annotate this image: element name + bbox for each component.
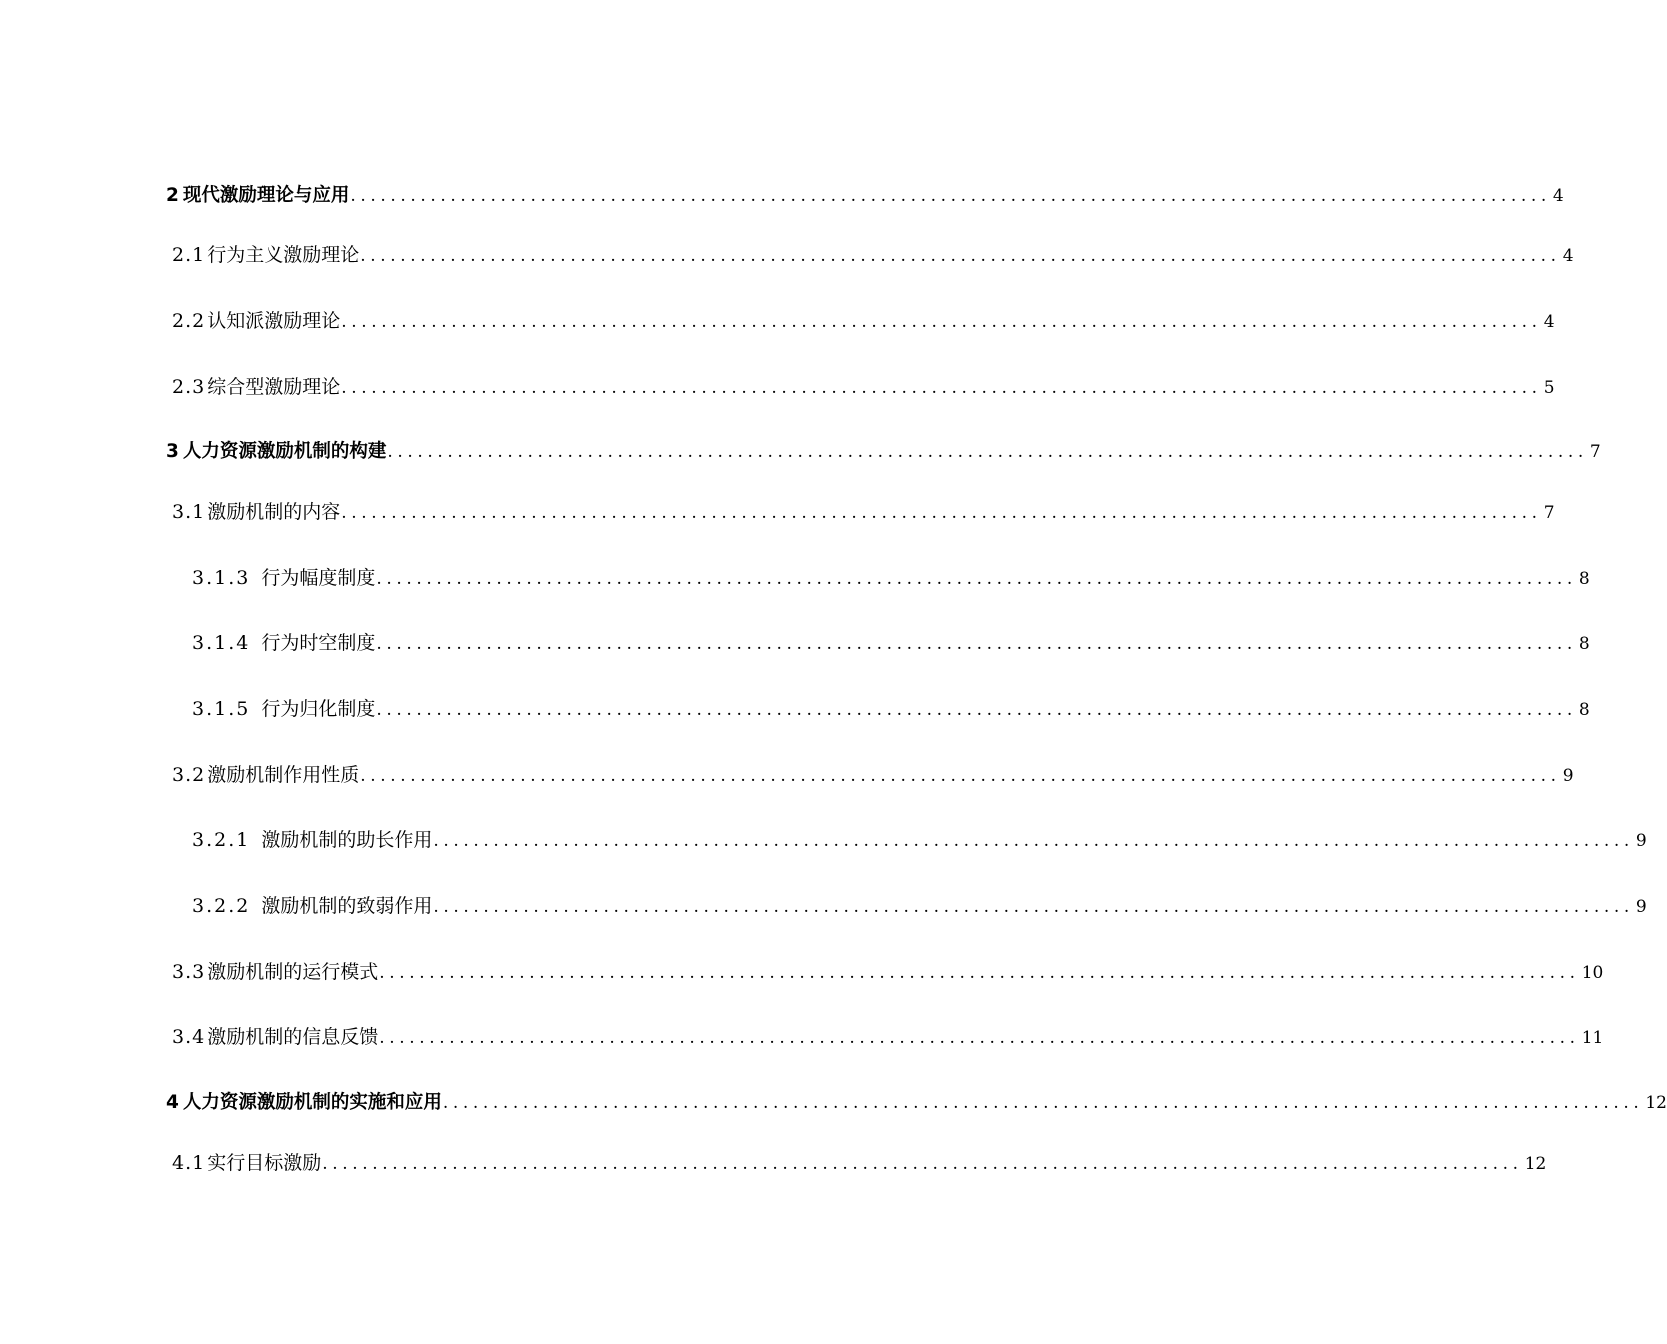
- toc-entry-3-2-1[interactable]: [192, 825, 1647, 855]
- toc-entry-3-3[interactable]: [172, 957, 1604, 987]
- toc-entry-page: 12: [1645, 1093, 1667, 1113]
- toc-entry-page: 9: [1635, 897, 1647, 917]
- dot-leader: ........................................................................................................................: [360, 766, 1561, 786]
- toc-entry-number: 3.1.3: [192, 567, 251, 589]
- toc-entry-page: 9: [1635, 831, 1647, 851]
- toc-entry-title: 激励机制的运行模式: [207, 961, 379, 983]
- toc-entry-number: 4.1: [172, 1152, 206, 1174]
- dot-leader: ........................................................................................................................: [322, 1154, 1523, 1174]
- toc-entry-title: 人力资源激励机制的实施和应用: [182, 1092, 442, 1113]
- toc-entry-3-4[interactable]: [172, 1022, 1604, 1052]
- toc-entry-2-1[interactable]: [172, 240, 1574, 270]
- toc-entry-title: 实行目标激励: [207, 1152, 322, 1174]
- toc-entry-3-1-5[interactable]: [192, 694, 1590, 724]
- toc-entry-number: 2: [166, 185, 179, 206]
- toc-entry-title: 行为时空制度: [261, 632, 376, 654]
- toc-entry-2-3[interactable]: [172, 372, 1555, 402]
- dot-leader: ........................................................................................................................: [376, 700, 1577, 720]
- toc-entry-page: 4: [1543, 312, 1555, 332]
- toc-entry-number: 2.3: [172, 376, 206, 398]
- dot-leader: ........................................................................................................................: [341, 378, 1542, 398]
- toc-entry-page: 9: [1562, 766, 1574, 786]
- dot-leader: ........................................................................................................................: [341, 503, 1542, 523]
- toc-entry-number: 2.1: [172, 244, 206, 266]
- dot-leader: ........................................................................................................................: [433, 831, 1634, 851]
- toc-entry-title: 人力资源激励机制的构建: [182, 441, 387, 462]
- toc-entry-number: 3.2.1: [192, 829, 251, 851]
- dot-leader: ........................................................................................................................: [376, 634, 1577, 654]
- dot-leader: ........................................................................................................................: [350, 186, 1551, 206]
- toc-entry-page: 12: [1524, 1154, 1547, 1174]
- toc-entry-title: 行为幅度制度: [261, 567, 376, 589]
- toc-entry-page: 4: [1552, 186, 1564, 206]
- dot-leader: ........................................................................................................................: [433, 897, 1634, 917]
- dot-leader: ........................................................................................................................: [341, 312, 1542, 332]
- toc-entry-title: 激励机制的助长作用: [261, 829, 433, 851]
- toc-entry-page: 5: [1543, 378, 1555, 398]
- toc-entry-title: 激励机制的致弱作用: [261, 895, 433, 917]
- toc-entry-3-2-2[interactable]: [192, 891, 1647, 921]
- toc-entry-page: 8: [1578, 569, 1590, 589]
- toc-entry-4[interactable]: [166, 1088, 1667, 1118]
- dot-leader: ........................................................................................................................: [387, 442, 1588, 462]
- toc-entry-number: 3.4: [172, 1026, 206, 1048]
- toc-entry-page: 7: [1543, 503, 1555, 523]
- dot-leader: ........................................................................................................................: [360, 246, 1561, 266]
- toc-entry-title: 认知派激励理论: [207, 310, 341, 332]
- toc-entry-number: 4: [166, 1092, 179, 1113]
- dot-leader: ........................................................................................................................: [379, 963, 1580, 983]
- toc-entry-2[interactable]: [166, 181, 1564, 211]
- toc-entry-number: 3.2.2: [192, 895, 251, 917]
- toc-entry-number: 3.1.4: [192, 632, 251, 654]
- toc-entry-page: 8: [1578, 700, 1590, 720]
- toc-entry-3-2[interactable]: [172, 760, 1574, 790]
- toc-entry-title: 行为主义激励理论: [207, 244, 360, 266]
- toc-entry-number: 3.1.5: [192, 698, 251, 720]
- toc-entry-title: 综合型激励理论: [207, 376, 341, 398]
- dot-leader: ........................................................................................................................: [442, 1093, 1644, 1113]
- toc-entry-title: 行为归化制度: [261, 698, 376, 720]
- toc-entry-page: 11: [1581, 1028, 1604, 1048]
- dot-leader: ........................................................................................................................: [379, 1028, 1580, 1048]
- toc-entry-3-1[interactable]: [172, 497, 1555, 527]
- toc-entry-title: 激励机制的信息反馈: [207, 1026, 379, 1048]
- dot-leader: ........................................................................................................................: [376, 569, 1577, 589]
- toc-entry-2-2[interactable]: [172, 306, 1555, 336]
- toc-entry-title: 现代激励理论与应用: [182, 185, 350, 206]
- toc-entry-4-1[interactable]: [172, 1148, 1547, 1178]
- toc-entry-page: 8: [1578, 634, 1590, 654]
- toc-entry-3-1-3[interactable]: [192, 563, 1590, 593]
- toc-entry-page: 7: [1589, 442, 1601, 462]
- toc-entry-3-1-4[interactable]: [192, 628, 1590, 658]
- toc-entry-title: 激励机制的内容: [207, 501, 341, 523]
- toc-entry-3[interactable]: [166, 437, 1601, 467]
- toc-entry-number: 3.3: [172, 961, 206, 983]
- toc-entry-number: 3.1: [172, 501, 206, 523]
- toc-entry-title: 激励机制作用性质: [207, 764, 360, 786]
- toc-entry-number: 2.2: [172, 310, 206, 332]
- toc-entry-page: 10: [1581, 963, 1604, 983]
- toc-entry-page: 4: [1562, 246, 1574, 266]
- toc-entry-number: 3: [166, 441, 179, 462]
- toc-entry-number: 3.2: [172, 764, 206, 786]
